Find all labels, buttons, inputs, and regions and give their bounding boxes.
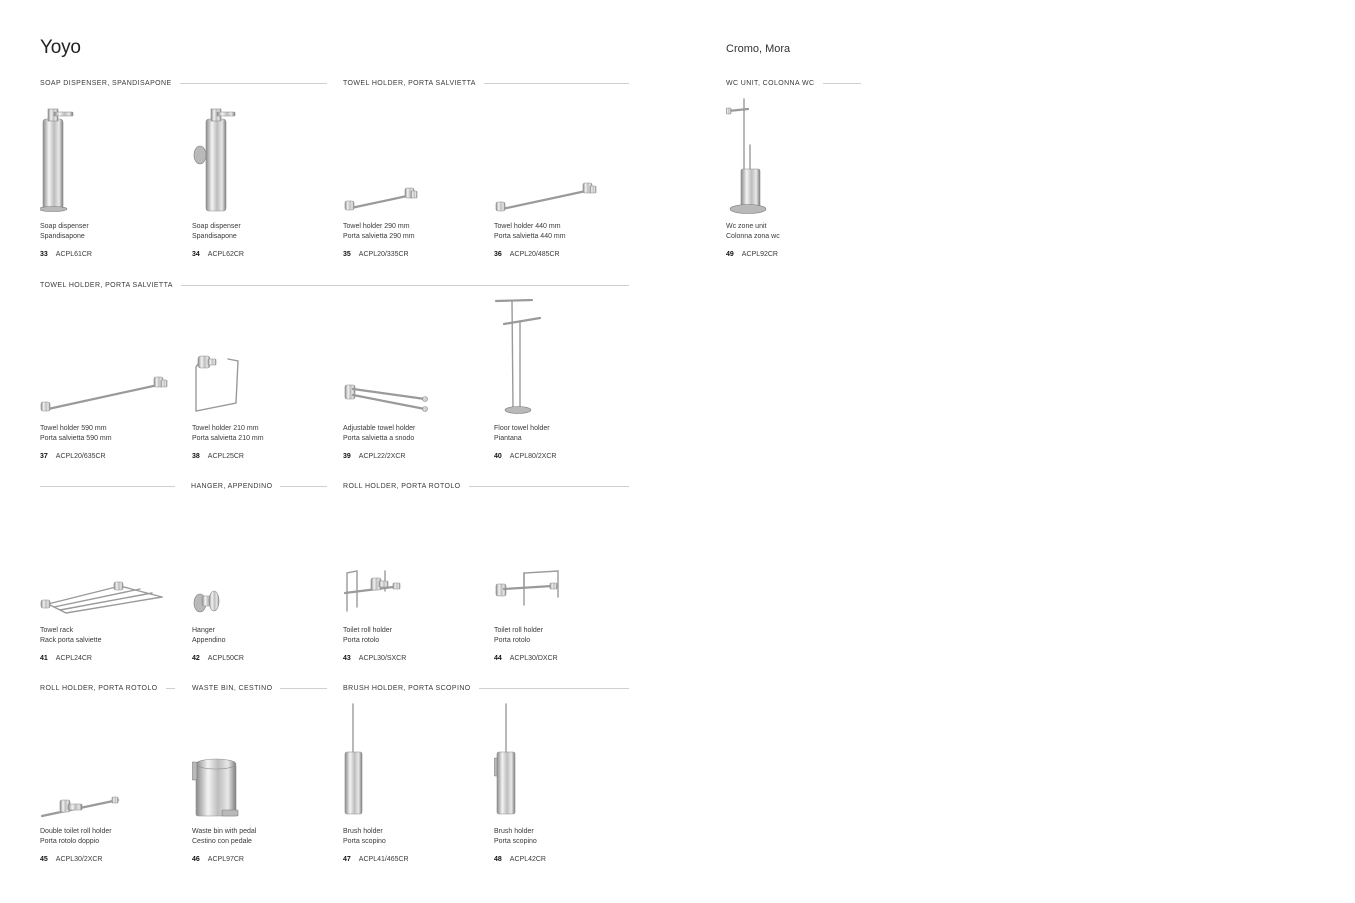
section-label: WC UNIT, COLONNA WC	[726, 79, 815, 87]
brush-holder-standing-icon	[343, 702, 483, 827]
product-code: 47 ACPL41/465CR	[343, 856, 409, 863]
section-roll-holder	[343, 480, 629, 492]
product-code: 44 ACPL30/DXCR	[494, 655, 558, 662]
product-name-it: Porta rotolo	[343, 637, 380, 644]
finish-label: Cromo, Mora	[726, 43, 791, 55]
section-brush-holder	[343, 682, 629, 694]
brush-holder-wall-icon	[494, 702, 634, 827]
product-name-it: Porta rotolo	[494, 637, 531, 644]
robe-hook-icon	[192, 501, 332, 626]
product-name-it: Porta rotolo doppio	[40, 838, 100, 845]
section-label: HANGER, APPENDINO	[191, 482, 273, 490]
product-name: Soap dispenser	[40, 223, 89, 230]
divider	[180, 83, 327, 84]
roll-holder-right-icon	[494, 501, 634, 626]
towel-ring-icon	[192, 299, 332, 424]
page-title: Yoyo	[40, 37, 81, 58]
divider	[40, 486, 175, 487]
section-label: ROLL HOLDER, PORTA ROTOLO	[40, 684, 158, 692]
product-name: Double toilet roll holder	[40, 828, 112, 835]
product-name: Hanger	[192, 627, 215, 634]
product-name-it: Cestino con pedale	[192, 838, 252, 845]
product-name: Toilet roll holder	[494, 627, 544, 634]
product-name: Brush holder	[343, 828, 383, 835]
product-name-it: Spandisapone	[40, 233, 85, 240]
product-name-it: Porta salvietta 590 mm	[40, 435, 112, 442]
section-roll-holder-2	[40, 682, 175, 694]
product-name-it: Porta salvietta 290 mm	[343, 233, 415, 240]
product-name-it: Piantana	[494, 435, 522, 442]
product-name: Wc zone unit	[726, 223, 767, 230]
section-label: BRUSH HOLDER, PORTA SCOPINO	[343, 684, 471, 692]
swivel-towel-bar-icon	[343, 299, 483, 424]
double-roll-holder-icon	[40, 702, 180, 827]
product-code: 43 ACPL30/SXCR	[343, 655, 407, 662]
section-waste-bin	[192, 682, 327, 694]
product-name: Brush holder	[494, 828, 534, 835]
product-name: Adjustable towel holder	[343, 425, 416, 432]
product-name-it: Appendino	[192, 637, 226, 644]
product-name: Towel holder 290 mm	[343, 223, 410, 230]
pedal-bin-icon	[192, 702, 332, 827]
product-name-it: Porta salvietta 210 mm	[192, 435, 264, 442]
section-wc-unit	[726, 77, 861, 89]
product-code: 48 ACPL42CR	[494, 856, 546, 863]
divider	[181, 285, 629, 286]
towel-bar-long-icon	[40, 299, 180, 424]
towel-bar-medium-icon	[494, 97, 634, 222]
divider	[469, 486, 630, 487]
section-label: TOWEL HOLDER, PORTA SALVIETTA	[40, 281, 173, 289]
section-soap-dispenser	[40, 77, 327, 89]
product-name: Soap dispenser	[192, 223, 241, 230]
divider	[166, 688, 176, 689]
divider	[280, 486, 327, 487]
divider	[280, 688, 327, 689]
towel-rack-icon	[40, 501, 180, 626]
section-towel-holder	[343, 77, 629, 89]
product-code: 49 ACPL92CR	[726, 251, 778, 258]
product-name: Floor towel holder	[494, 425, 550, 432]
roll-holder-left-icon	[343, 501, 483, 626]
product-name: Towel rack	[40, 627, 74, 634]
product-code: 45 ACPL30/2XCR	[40, 856, 103, 863]
section-label: WASTE BIN, CESTINO	[192, 684, 273, 692]
towel-bar-short-icon	[343, 97, 483, 222]
section-label: ROLL HOLDER, PORTA ROTOLO	[343, 482, 461, 490]
product-name-it: Colonna zona wc	[726, 233, 780, 240]
product-name-it: Porta salvietta a snodo	[343, 435, 415, 442]
product-name-it: Porta salvietta 440 mm	[494, 233, 566, 240]
section-label: SOAP DISPENSER, SPANDISAPONE	[40, 79, 172, 87]
product-code: 37 ACPL20/635CR	[40, 453, 106, 460]
floor-towel-stand-icon	[494, 299, 634, 424]
product-name: Towel holder 210 mm	[192, 425, 259, 432]
product-code: 40 ACPL80/2XCR	[494, 453, 557, 460]
divider	[484, 83, 629, 84]
product-code: 38 ACPL25CR	[192, 453, 244, 460]
section-towel-holder-2	[40, 279, 629, 291]
product-name: Towel holder 440 mm	[494, 223, 561, 230]
product-code: 34 ACPL62CR	[192, 251, 244, 258]
product-name: Towel holder 590 mm	[40, 425, 107, 432]
product-code: 46 ACPL97CR	[192, 856, 244, 863]
product-code: 41 ACPL24CR	[40, 655, 92, 662]
product-name-it: Rack porta salviette	[40, 637, 102, 644]
product-name: Toilet roll holder	[343, 627, 393, 634]
product-code: 36 ACPL20/485CR	[494, 251, 560, 258]
product-code: 42 ACPL50CR	[192, 655, 244, 662]
soap-dispenser-standing-icon	[40, 97, 180, 222]
product-name-it: Spandisapone	[192, 233, 237, 240]
product-name: Waste bin with pedal	[192, 828, 257, 835]
soap-dispenser-wall-icon	[192, 97, 332, 222]
product-code: 35 ACPL20/335CR	[343, 251, 409, 258]
wc-unit-icon	[726, 97, 866, 222]
divider	[823, 83, 862, 84]
section-label: TOWEL HOLDER, PORTA SALVIETTA	[343, 79, 476, 87]
section-hanger	[40, 480, 327, 492]
divider	[479, 688, 629, 689]
product-name-it: Porta scopino	[494, 838, 537, 845]
product-code: 39 ACPL22/2XCR	[343, 453, 406, 460]
product-name-it: Porta scopino	[343, 838, 386, 845]
product-code: 33 ACPL61CR	[40, 251, 92, 258]
